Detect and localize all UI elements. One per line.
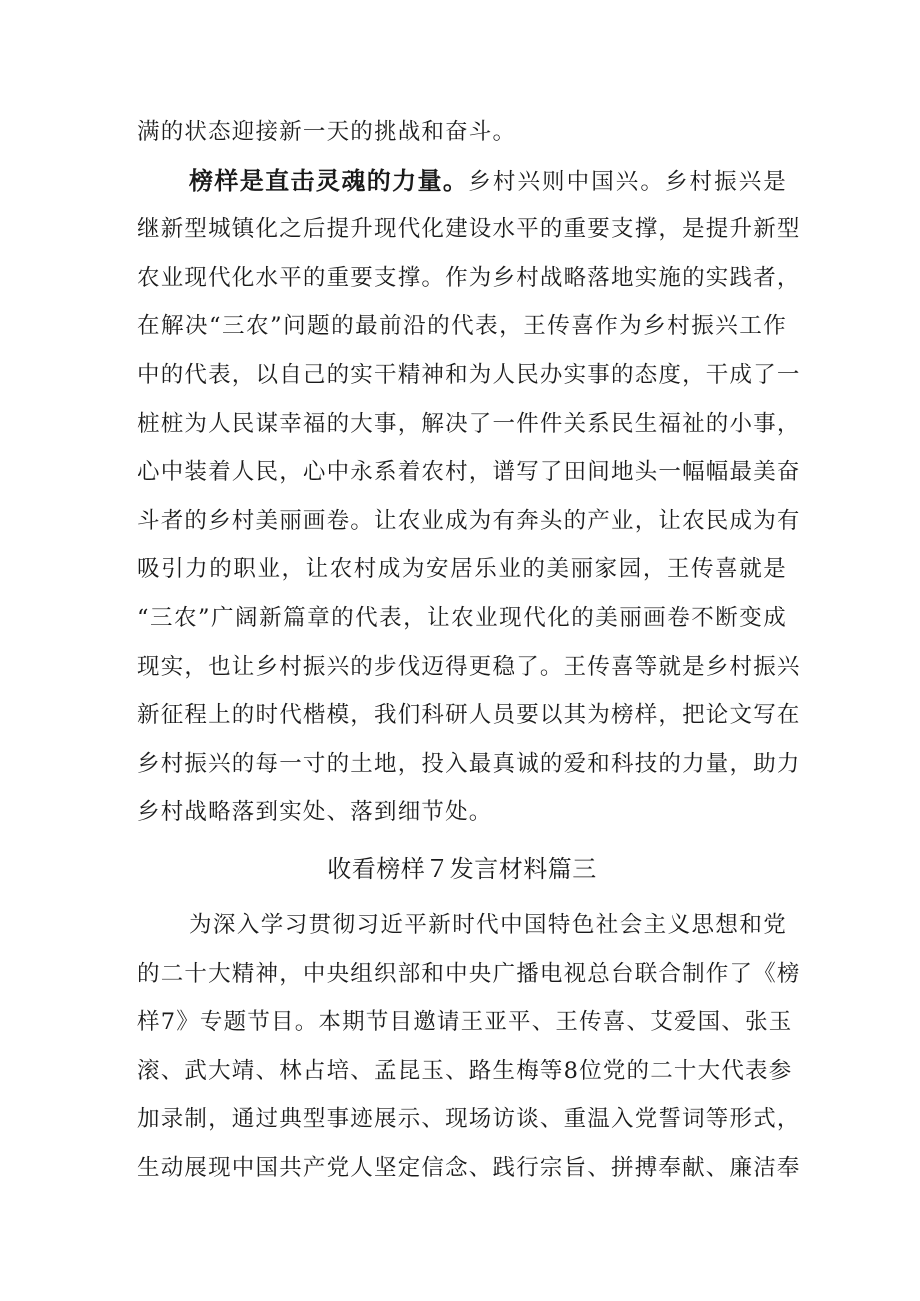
carryover-paragraph [137, 108, 787, 157]
paragraph-line: 斗者的乡村美丽画卷。让农业成为有奔头的产业，让农民成为有 [137, 507, 801, 534]
paragraph-line: 在解决“三农”问题的最前沿的代表，王传喜作为乡村振兴工作 [137, 313, 787, 340]
paragraph-first-line: 为深入学习贯彻习近平新时代中国特色社会主义思想和党 [189, 911, 787, 938]
paragraph-lead-bold: 榜样是直击灵魂的力量。 [189, 166, 469, 195]
paragraph-role-model-power [137, 157, 801, 837]
document-page [137, 108, 801, 1192]
paragraph-line: 生动展现中国共产党人坚定信念、践行宗旨、拼搏奉献、廉洁奉 [137, 1154, 801, 1181]
paragraph-line: 心中装着人民，心中永系着农村，谱写了田间地头一幅幅最美奋 [137, 459, 801, 486]
paragraph-part-three [137, 901, 801, 1193]
paragraph-first-line-text: 乡村兴则中国兴。乡村振兴是 [468, 168, 788, 195]
paragraph-line: 乡村振兴的每一寸的土地，投入最真诚的爱和科技的力量，助力 [137, 750, 801, 777]
paragraph-line: 现实，也让乡村振兴的步伐迈得更稳了。王传喜等就是乡村振兴 [137, 653, 801, 680]
paragraph-first-line [137, 157, 787, 206]
paragraph-line: “三农”广阔新篇章的代表，让农业现代化的美丽画卷不断变成 [137, 604, 787, 631]
paragraph-line: 的二十大精神，中央组织部和中央广播电视总台联合制作了《榜 [137, 960, 801, 987]
paragraph-last-line: 乡村战略落到实处、落到细节处。 [137, 799, 493, 826]
paragraph-line: 滚、武大靖、林占培、孟昆玉、路生梅等8位党的二十大代表参 [137, 1057, 793, 1084]
paragraph-line: 新征程上的时代楷模，我们科研人员要以其为榜样，把论文写在 [137, 702, 801, 729]
paragraph-line: 继新型城镇化之后提升现代化建设水平的重要支撑，是提升新型 [137, 216, 801, 243]
paragraph-line: 农业现代化水平的重要支撑。作为乡村战略落地实施的实践者， [137, 264, 801, 291]
paragraph-line: 吸引力的职业，让农村成为安居乐业的美丽家园，王传喜就是 [137, 556, 787, 583]
paragraph-line: 样7》专题节目。本期节目邀请王亚平、王传喜、艾爱国、张玉 [137, 1009, 793, 1036]
paragraph-line: 桩桩为人民谋幸福的大事，解决了一件件关系民生福祉的小事， [137, 410, 801, 437]
paragraph-line: 中的代表，以自己的实干精神和为人民办实事的态度，干成了一 [137, 361, 801, 388]
carryover-line: 满的状态迎接新一天的挑战和奋斗。 [137, 119, 517, 145]
section-heading: 收看榜样７发言材料篇三 [327, 854, 597, 883]
paragraph-line: 加录制，通过典型事迹展示、现场访谈、重温入党誓词等形式， [137, 1106, 801, 1133]
